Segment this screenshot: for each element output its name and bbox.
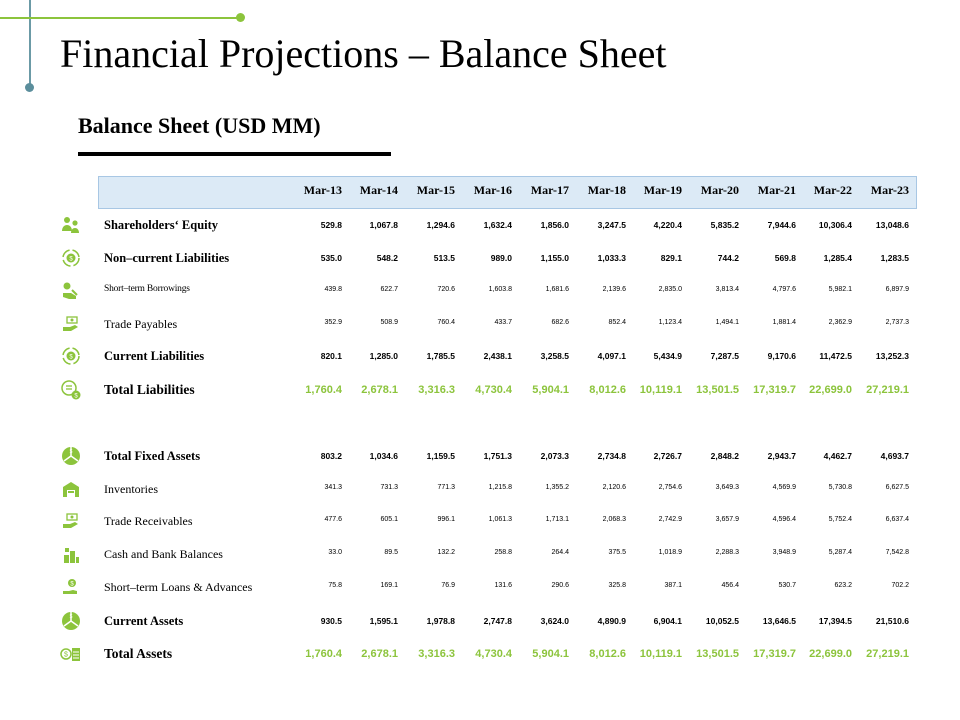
column-header: Mar-18 [587,183,626,197]
table-cell: 622.7 [380,286,398,293]
table-cell: 852.4 [608,319,626,326]
table-cell: 27,219.1 [866,383,909,396]
table-cell: 623.2 [834,582,852,589]
table-cell: 8,012.6 [589,647,626,660]
row-label: Trade Receivables [104,514,193,528]
row-label: Current Assets [104,614,184,628]
column-header: Mar-13 [303,183,342,197]
table-cell: 605.1 [380,516,398,523]
hand-dollar-icon [60,576,82,598]
table-cell: 2,678.1 [361,647,398,660]
table-cell: 2,943.7 [767,451,796,461]
table-cell: 10,119.1 [639,383,682,396]
table-cell: 4,596.4 [772,516,796,523]
table-cell: 2,747.8 [483,616,512,626]
table-cell: 11,472.5 [819,351,852,361]
table-subtitle: Balance Sheet (USD MM) [78,113,321,138]
table-cell: 13,501.5 [696,647,739,660]
table-cell: 7,287.5 [710,351,739,361]
column-header: Mar-17 [530,183,569,197]
table-cell: 1,595.1 [369,616,398,626]
svg-text:$: $ [69,449,73,455]
table-cell: 1,018.9 [658,549,682,556]
table-cell: 930.5 [320,616,342,626]
table-cell: 1,033.3 [597,253,626,263]
table-cell: 3,657.9 [715,516,739,523]
table-cell: 258.8 [494,549,512,556]
table-cell: 75.8 [328,582,342,589]
table-cell: 2,835.0 [658,286,682,293]
table-cell: 17,394.5 [818,616,852,626]
table-cell: 4,797.6 [772,286,796,293]
table-cell: 4,097.1 [597,351,626,361]
table-cell: 1,760.4 [305,383,342,396]
coin-cycle-icon [60,345,82,367]
table-cell: 7,542.8 [885,549,909,556]
decor-vertical-line [29,0,31,86]
warehouse-icon [60,478,82,500]
row-label: Short–term Borrowings [104,284,190,294]
decor-teal-dot [25,83,34,92]
table-cell: 5,904.1 [532,383,569,396]
page-title: Financial Projections – Balance Sheet [60,31,667,76]
table-cell: 6,637.4 [885,516,909,523]
table-cell: 4,569.9 [772,484,796,491]
table-cell: 456.4 [721,582,739,589]
table-cell: 2,120.6 [602,484,626,491]
table-cell: 33.0 [328,549,342,556]
table-cell: 76.9 [441,582,455,589]
table-cell: 2,848.2 [710,451,739,461]
table-cell: 8,012.6 [589,383,626,396]
table-cell: 13,048.6 [875,220,909,230]
table-cell: 1,155.0 [540,253,569,263]
table-cell: 10,119.1 [639,647,682,660]
svg-text:$: $ [69,354,73,361]
table-cell: 17,319.7 [753,383,796,396]
column-header: Mar-15 [416,183,455,197]
table-cell: 477.6 [324,516,342,523]
table-cell: 17,319.7 [753,647,796,660]
table-cell: 1,681.6 [545,286,569,293]
row-label: Current Liabilities [104,349,205,363]
column-header: Mar-21 [757,183,796,197]
subtitle-underline [78,152,391,156]
table-cell: 341.3 [324,484,342,491]
table-cell: 1,285.0 [369,351,398,361]
row-label: Total Assets [104,646,173,661]
table-cell: 1,215.8 [488,484,512,491]
table-cell: 2,438.1 [483,351,512,361]
table-cell: 7,944.6 [767,220,796,230]
table-cell: 1,603.8 [488,286,512,293]
table-cell: 682.6 [551,319,569,326]
table-cell: 3,948.9 [772,549,796,556]
table-cell: 508.9 [380,319,398,326]
table-cell: 1,856.0 [540,220,569,230]
column-header: Mar-14 [359,183,398,197]
decor-horizontal-line [0,17,240,19]
row-label: Total Fixed Assets [104,449,201,463]
table-cell: 4,730.4 [475,383,512,396]
table-cell: 264.4 [551,549,569,556]
table-cell: 10,052.5 [705,616,739,626]
table-cell: 731.3 [380,484,398,491]
table-cell: 5,752.4 [828,516,852,523]
table-cell: 548.2 [376,253,398,263]
table-cell: 3,649.3 [715,484,739,491]
table-cell: 1,294.6 [426,220,455,230]
table-cell: 2,734.8 [597,451,626,461]
table-cell: 1,123.4 [658,319,682,326]
row-label: Short–term Loans & Advances [104,580,253,594]
table-cell: 10,306.4 [818,220,852,230]
table-cell: 996.1 [437,516,455,523]
table-cell: 803.2 [320,451,342,461]
table-cell: 829.1 [660,253,682,263]
hand-coin-icon [60,280,82,302]
column-header: Mar-19 [643,183,682,197]
table-cell: 2,742.9 [658,516,682,523]
table-cell: 5,730.8 [828,484,852,491]
table-cell: 4,730.4 [475,647,512,660]
table-cell: 2,754.6 [658,484,682,491]
table-cell: 744.2 [717,253,739,263]
table-cell: 1,285.4 [823,253,852,263]
table-cell: 2,726.7 [653,451,682,461]
table-cell: 131.6 [494,582,512,589]
table-cell: 3,258.5 [540,351,569,361]
table-cell: 989.0 [490,253,512,263]
table-cell: 1,760.4 [305,647,342,660]
table-cell: 1,283.5 [880,253,909,263]
column-header: Mar-23 [870,183,909,197]
table-cell: 2,073.3 [540,451,569,461]
row-label: Trade Payables [104,317,178,331]
column-header: Mar-20 [700,183,739,197]
table-cell: 13,252.3 [875,351,909,361]
table-cell: 1,751.3 [483,451,512,461]
table-cell: 13,501.5 [696,383,739,396]
hand-cash-icon [60,313,82,335]
row-label: Cash and Bank Balances [104,547,223,561]
table-cell: 1,494.1 [715,319,739,326]
table-cell: 4,220.4 [653,220,682,230]
table-cell: 3,316.3 [418,383,455,396]
table-cell: 22,699.0 [809,383,852,396]
table-cell: 325.8 [608,582,626,589]
document-coin-icon [60,379,82,401]
table-cell: 439.8 [324,286,342,293]
table-cell: 1,978.8 [426,616,455,626]
table-cell: 2,139.6 [602,286,626,293]
row-label: Non–current Liabilities [104,251,230,265]
table-cell: 132.2 [437,549,455,556]
dollar-screen-icon [60,643,82,665]
table-cell: 6,897.9 [885,286,909,293]
table-cell: 1,881.4 [772,319,796,326]
table-cell: 352.9 [324,319,342,326]
table-cell: 702.2 [891,582,909,589]
table-cell: 4,890.9 [597,616,626,626]
coin-cycle-icon [60,247,82,269]
table-cell: 375.5 [608,549,626,556]
table-cell: 530.7 [778,582,796,589]
column-header: Mar-22 [813,183,852,197]
table-cell: 13,646.5 [762,616,796,626]
column-header: Mar-16 [473,183,512,197]
table-cell: 6,627.5 [885,484,909,491]
table-cell: 1,785.5 [426,351,455,361]
table-cell: 387.1 [664,582,682,589]
row-label: Inventories [104,482,158,496]
table-cell: 1,159.5 [426,451,455,461]
table-cell: 27,219.1 [866,647,909,660]
table-cell: 529.8 [320,220,342,230]
table-cell: 3,316.3 [418,647,455,660]
table-cell: 5,434.9 [653,351,682,361]
table-cell: 5,835.2 [710,220,739,230]
row-label: Total Liabilities [104,382,195,397]
table-cell: 2,068.3 [602,516,626,523]
table-cell: 169.1 [380,582,398,589]
table-cell: 22,699.0 [809,647,852,660]
table-cell: 5,904.1 [532,647,569,660]
svg-text:$: $ [64,651,68,659]
table-cell: 569.8 [774,253,796,263]
svg-text:$: $ [70,581,74,588]
table-cell: 5,982.1 [828,286,852,293]
table-cell: 290.6 [551,582,569,589]
pie-coins-icon [60,445,82,467]
table-cell: 720.6 [437,286,455,293]
table-cell: 9,170.6 [767,351,796,361]
table-cell: 3,247.5 [597,220,626,230]
table-cell: 4,462.7 [823,451,852,461]
table-cell: 2,678.1 [361,383,398,396]
svg-text:$: $ [74,393,78,400]
table-cell: 2,288.3 [715,549,739,556]
decor-green-dot [236,13,245,22]
table-cell: 2,737.3 [885,319,909,326]
table-cell: 760.4 [437,319,455,326]
table-cell: 3,813.4 [715,286,739,293]
table-cell: 535.0 [320,253,342,263]
table-cell: 2,362.9 [828,319,852,326]
table-cell: 513.5 [433,253,455,263]
table-cell: 4,693.7 [880,451,909,461]
table-cell: 3,624.0 [540,616,569,626]
table-cell: 1,034.6 [369,451,398,461]
bank-icon [60,543,82,565]
table-cell: 1,061.3 [488,516,512,523]
table-cell: 1,355.2 [545,484,569,491]
table-cell: 6,904.1 [653,616,682,626]
table-cell: 1,067.8 [369,220,398,230]
pie-coins-icon [60,610,82,632]
table-cell: 1,632.4 [483,220,512,230]
people-icon [60,214,82,236]
table-cell: 1,713.1 [545,516,569,523]
table-cell: 5,287.4 [828,549,852,556]
table-cell: 820.1 [320,351,342,361]
svg-text:$: $ [69,614,73,620]
table-cell: 771.3 [437,484,455,491]
row-label: Shareholders‘ Equity [104,218,219,232]
table-cell: 433.7 [494,319,512,326]
table-cell: 21,510.6 [875,616,909,626]
hand-cash-icon [60,510,82,532]
svg-text:$: $ [69,256,73,263]
table-cell: 89.5 [384,549,398,556]
